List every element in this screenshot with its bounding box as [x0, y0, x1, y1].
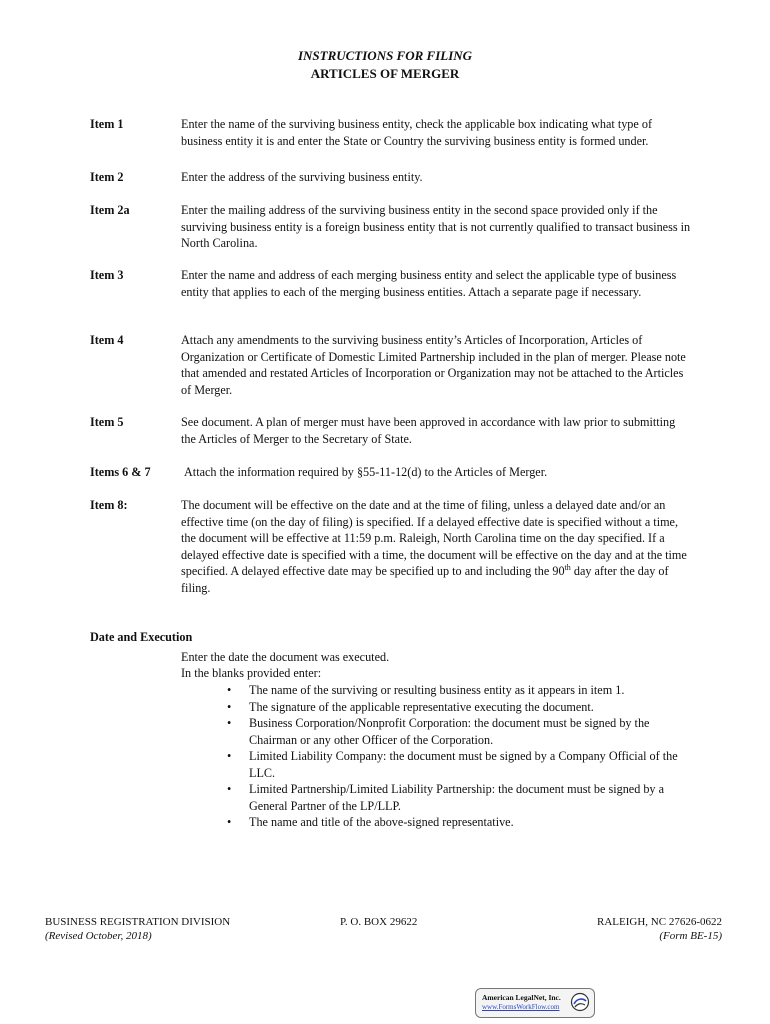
footer-revised: (Revised October, 2018): [45, 930, 152, 942]
list-item: • The signature of the applicable representative executing the document.: [227, 699, 687, 716]
item-label: Item 1: [90, 117, 124, 131]
item-text: Attach any amendments to the surviving business entity’s Articles of Incorporation, Articles of Organization or Certificate of Domestic Limited Partnership included in the plan of merger. Please note that amended and restated Articles of Incorporation or Organization may not be attached to the Articles of Merger.: [181, 333, 686, 397]
item-label: Item 5: [90, 415, 124, 429]
item-text: Attach the information required by §55-11-12(d) to the Articles of Merger.: [184, 465, 548, 479]
execution-bullet-list: [227, 682, 687, 831]
list-item: • The name of the surviving or resulting business entity as it appears in item 1.: [227, 682, 687, 699]
list-item: • Limited Liability Company: the document must be signed by a Company Official of the LLC.: [227, 748, 687, 781]
document-title-line2: ARTICLES OF MERGER: [310, 66, 460, 81]
item-text-effective-date: [181, 497, 691, 596]
item-text: See document. A plan of merger must have been approved in accordance with law prior to submitting the Articles of Merger to the Secretary of State.: [181, 415, 676, 446]
item-text: Enter the address of the surviving business entity.: [181, 170, 423, 184]
item-label: Item 2a: [90, 203, 130, 217]
item-label: Items 6 & 7: [90, 465, 151, 479]
globe-logo-icon: [570, 992, 590, 1012]
date-execution-line: Enter the date the document was executed.: [181, 650, 390, 664]
item-label: Item 4: [90, 333, 124, 347]
item-8-text-part: day after the day of filing.: [181, 564, 669, 595]
footer-form-number: (Form BE-15): [659, 930, 722, 942]
item-label: Item 2: [90, 170, 124, 184]
list-item: • The name and title of the above-signed representative.: [227, 814, 687, 831]
item-text: Enter the name of the surviving business entity, check the applicable box indicating what type of business entity it is and enter the State or Country the surviving business entity is formed under.: [181, 117, 653, 148]
list-item: • Limited Partnership/Limited Liability Partnership: the document must be signed by a General Partner of the LP/LLP.: [227, 781, 687, 814]
date-execution-line: In the blanks provided enter:: [181, 666, 322, 680]
item-text: Enter the name and address of each merging business entity and select the applicable type of business entity that applies to each of the merging business entities. Attach a separate page if necessary.: [181, 268, 677, 299]
badge-company-name: American LegalNet, Inc.: [482, 993, 561, 1002]
item-8-text-part: The document will be effective on the date and at the time of filing, unless a delayed date and/or an effective time (on the day of filing) is specified. If a delayed effective date is specified without a time, the document will be effective at 11:59 p.m. Raleigh, North Carolina time on the day specified. If a delayed effective date is specified with a time, the document will be effective on the day and at the time specified. A delayed effective date may be specified up to and including the 90: [181, 498, 687, 578]
american-legalnet-badge[interactable]: [475, 988, 595, 1018]
document-title-line1: INSTRUCTIONS FOR FILING: [297, 48, 473, 63]
footer-po-box: P. O. BOX 29622: [340, 916, 418, 928]
item-label: Item 3: [90, 268, 124, 282]
list-item: • Business Corporation/Nonprofit Corporation: the document must be signed by the Chairman or any other Officer of the Corporation.: [227, 715, 687, 748]
footer-city: RALEIGH, NC 27626-0622: [597, 916, 722, 928]
ordinal-suffix: th: [564, 562, 571, 572]
badge-link[interactable]: www.FormsWorkFlow.com: [482, 1003, 560, 1011]
date-execution-heading: Date and Execution: [90, 630, 193, 644]
footer-division: BUSINESS REGISTRATION DIVISION: [45, 916, 231, 928]
item-label: Item 8:: [90, 498, 128, 512]
item-text: Enter the mailing address of the surviving business entity in the second space provided only if the surviving business entity is a foreign business entity that is not currently qualified to transact business in North Carolina.: [181, 203, 691, 250]
